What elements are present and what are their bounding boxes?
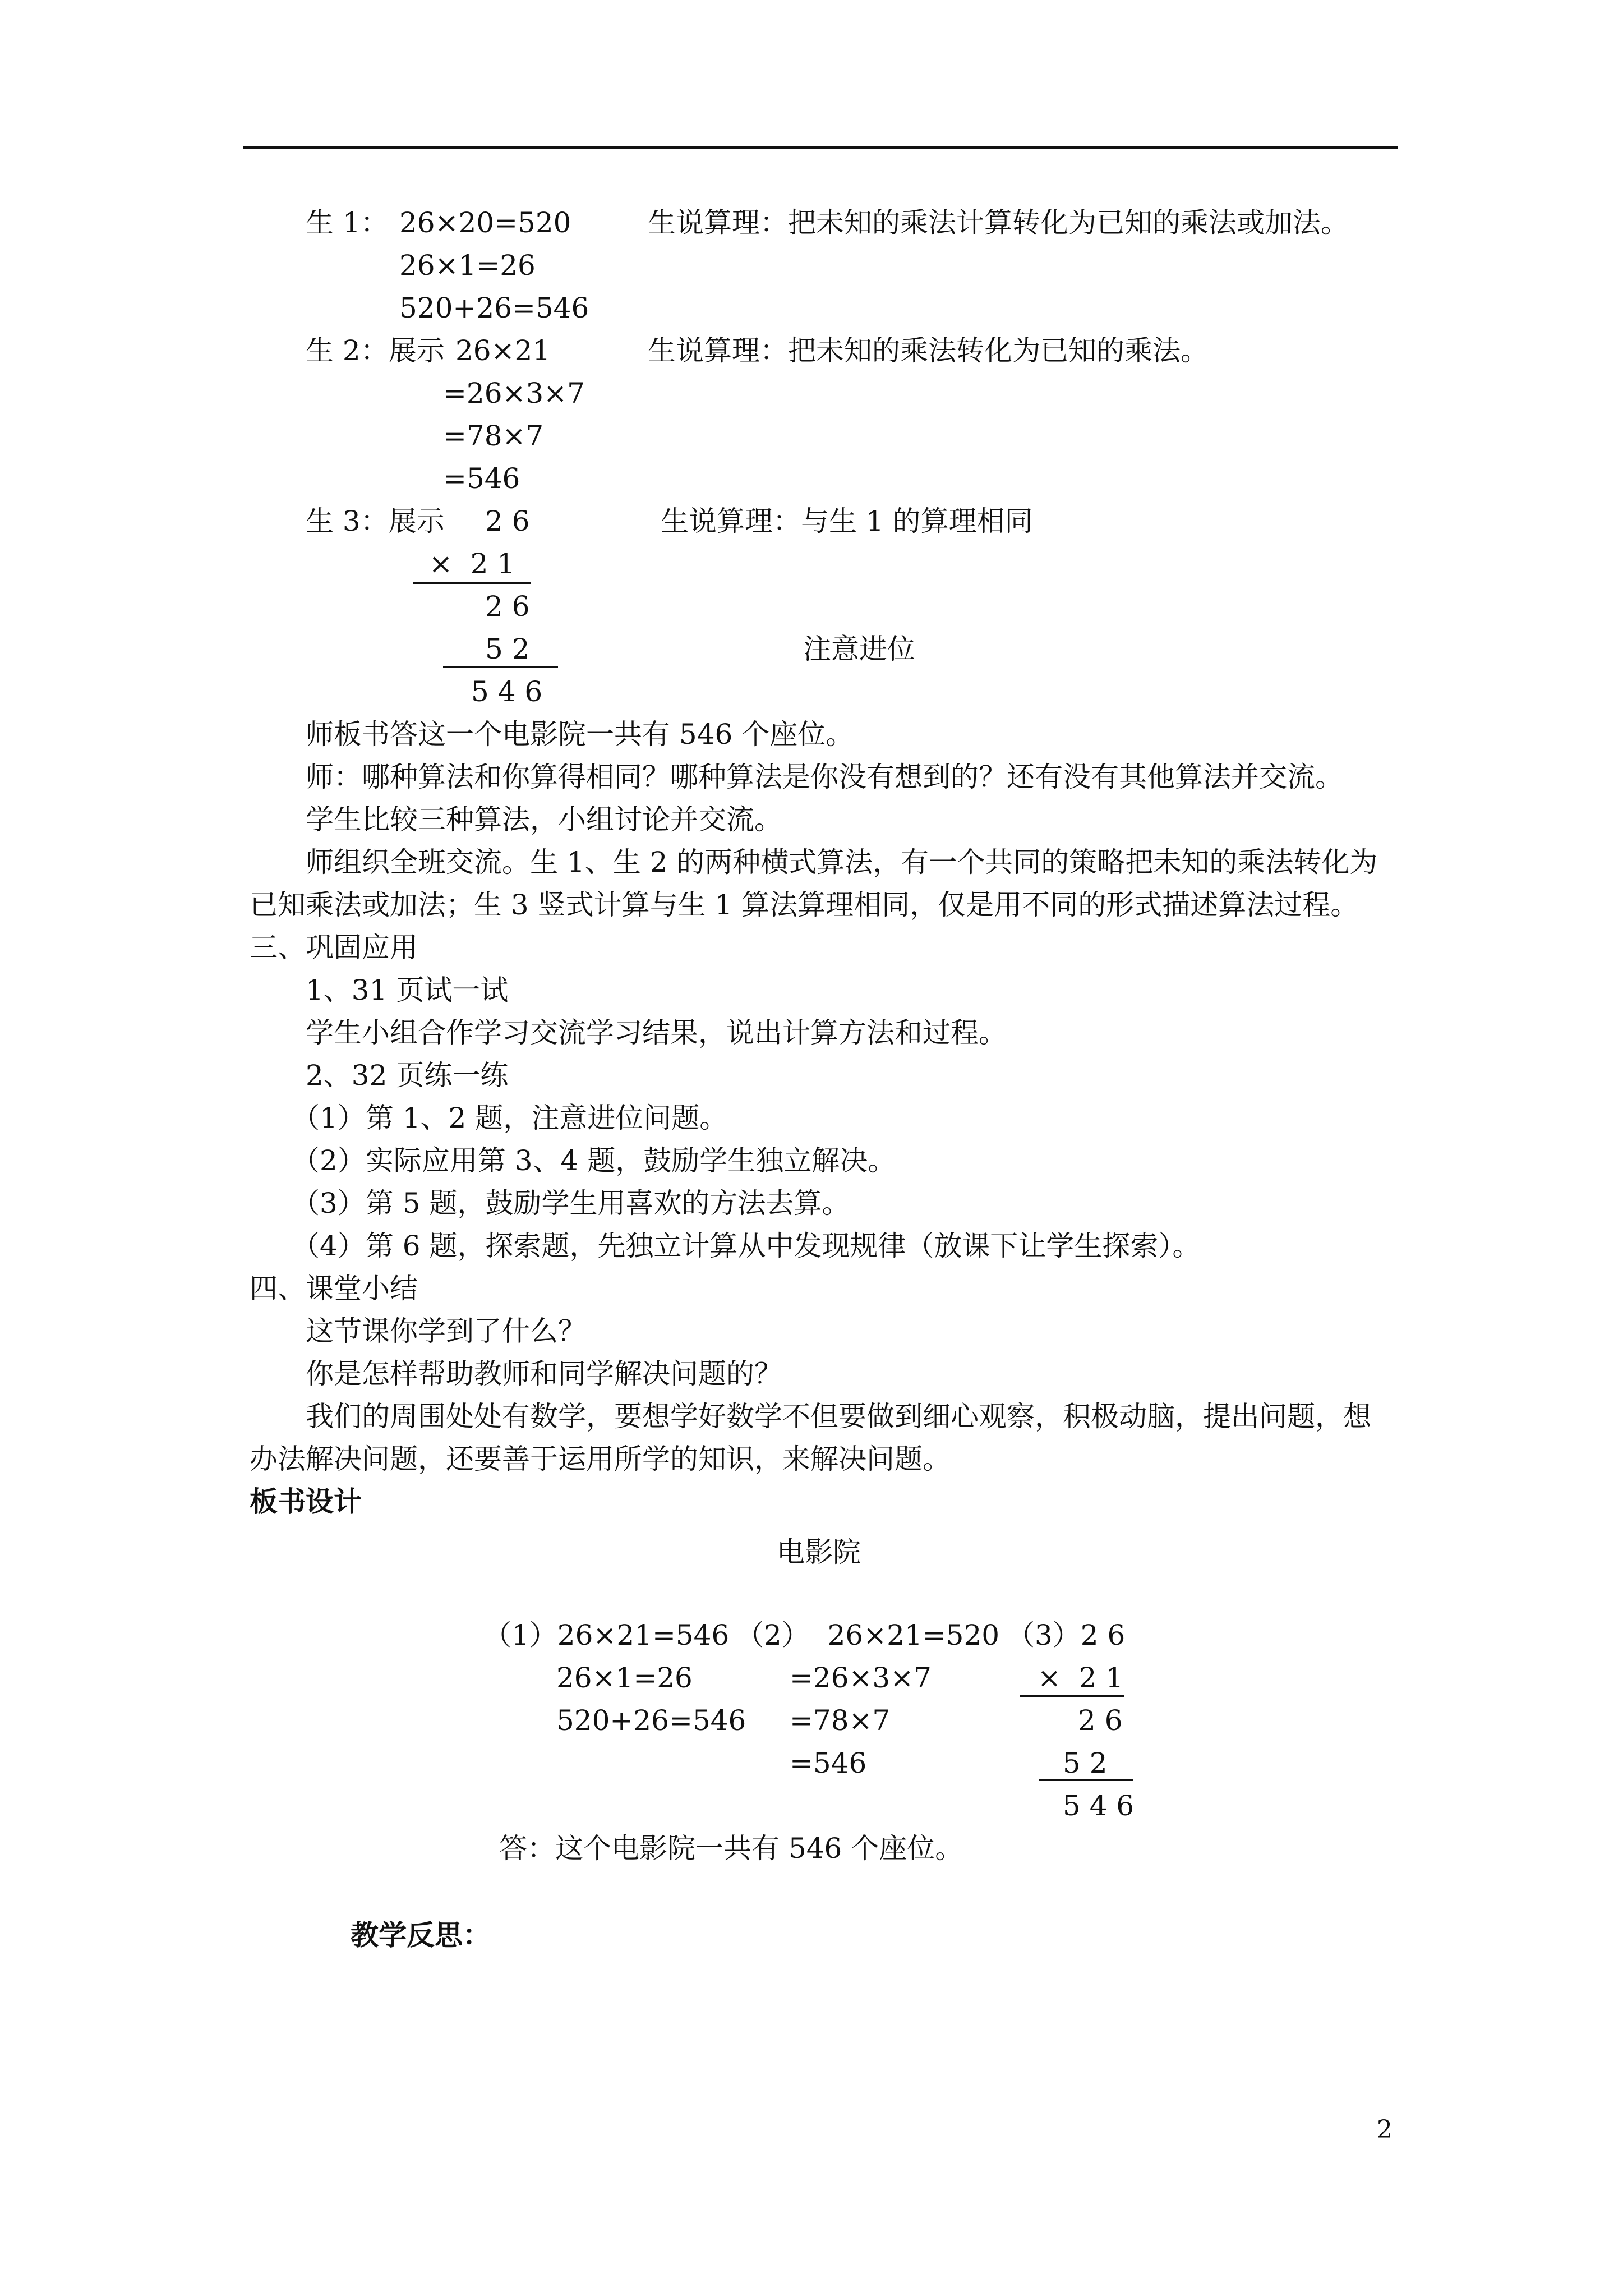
board-col-2-line-1: （2） 26×21=520 xyxy=(736,1619,1000,1651)
student-3-carry-note: 注意进位 xyxy=(803,633,915,665)
student-3-rule-2 xyxy=(443,666,558,668)
section-3-item-4: （1）第 1、2 题，注意进位问题。 xyxy=(292,1102,728,1134)
board-col-3-rule-2 xyxy=(1039,1779,1133,1781)
page-number: 2 xyxy=(1377,2115,1393,2144)
board-title: 电影院 xyxy=(777,1536,861,1568)
section-4-heading: 四、课堂小结 xyxy=(250,1272,418,1305)
board-col-3-partial-1: 2 6 xyxy=(1078,1704,1123,1737)
student-3-top: 2 6 xyxy=(485,505,530,537)
student-3-multiplier: × 2 1 xyxy=(429,547,515,580)
board-answer: 答：这个电影院一共有 546 个座位。 xyxy=(499,1832,963,1865)
section-3-item-7: （4）第 6 题，探索题，先独立计算从中发现规律（放课下让学生探索）。 xyxy=(292,1230,1201,1262)
student-2-line-1: =26×3×7 xyxy=(443,377,585,409)
board-col-1-line-1: （1）26×21=546 xyxy=(483,1619,730,1651)
student-3-note: 生说算理：与生 1 的算理相同 xyxy=(661,505,1033,537)
paragraph-3: 学生比较三种算法，小组讨论并交流。 xyxy=(306,803,782,836)
student-3-label: 生 3：展示 xyxy=(306,505,445,537)
board-col-3-top: （3）2 6 xyxy=(1007,1619,1126,1651)
board-col-3-rule-1 xyxy=(1020,1695,1124,1697)
board-col-2-line-3: =78×7 xyxy=(790,1704,891,1737)
student-3-rule-1 xyxy=(413,582,531,584)
reflection-heading: 教学反思： xyxy=(351,1918,491,1952)
student-3-partial-1: 2 6 xyxy=(485,590,530,623)
board-col-2-line-4: =546 xyxy=(790,1747,867,1779)
section-3-item-3: 2、32 页练一练 xyxy=(306,1059,509,1092)
student-3-partial-2: 5 2 xyxy=(485,633,530,665)
section-4-item-3: 我们的周围处处有数学，要想学好数学不但要做到细心观察，积极动脑，提出问题，想 xyxy=(306,1400,1371,1433)
section-4-item-4: 办法解决问题，还要善于运用所学的知识，来解决问题。 xyxy=(250,1443,951,1475)
student-3-result: 5 4 6 xyxy=(471,675,543,708)
section-4-item-1: 这节课你学到了什么？ xyxy=(306,1315,586,1347)
student-2-label: 生 2：展示 xyxy=(306,334,445,367)
section-4-item-2: 你是怎样帮助教师和同学解决问题的？ xyxy=(306,1358,782,1390)
paragraph-1: 师板书答这一个电影院一共有 546 个座位。 xyxy=(306,718,854,751)
board-col-3-multiplier: × 2 1 xyxy=(1038,1662,1124,1694)
board-col-3-result: 5 4 6 xyxy=(1063,1789,1135,1822)
board-col-2-line-2: =26×3×7 xyxy=(790,1662,932,1694)
board-col-1-line-3: 520+26=546 xyxy=(556,1704,746,1737)
board-col-1-line-2: 26×1=26 xyxy=(556,1662,693,1694)
board-col-3-partial-2: 5 2 xyxy=(1063,1747,1108,1779)
board-heading: 板书设计 xyxy=(250,1485,362,1518)
section-3-item-1: 1、31 页试一试 xyxy=(306,974,509,1006)
student-1-line-1: 26×20=520 xyxy=(399,206,571,239)
student-2-line-3: =546 xyxy=(443,462,520,495)
student-2-line-2: =78×7 xyxy=(443,420,544,452)
section-3-item-6: （3）第 5 题，鼓励学生用喜欢的方法去算。 xyxy=(292,1187,850,1220)
paragraph-5: 已知乘法或加法；生 3 竖式计算与生 1 算法算理相同，仅是用不同的形式描述算法过程。 xyxy=(250,889,1359,921)
section-3-item-2: 学生小组合作学习交流学习结果，说出计算方法和过程。 xyxy=(306,1016,1007,1049)
section-3-heading: 三、巩固应用 xyxy=(250,931,418,964)
section-3-item-5: （2）实际应用第 3、4 题，鼓励学生独立解决。 xyxy=(292,1144,896,1177)
student-1-note: 生说算理：把未知的乘法计算转化为已知的乘法或加法。 xyxy=(648,206,1349,239)
student-1-label: 生 1： xyxy=(306,206,389,239)
student-1-line-2: 26×1=26 xyxy=(399,249,536,282)
student-1-line-3: 520+26=546 xyxy=(399,292,589,324)
student-2-note: 生说算理：把未知的乘法转化为已知的乘法。 xyxy=(648,334,1209,367)
header-rule xyxy=(243,146,1398,149)
paragraph-2: 师：哪种算法和你算得相同？哪种算法是你没有想到的？还有没有其他算法并交流。 xyxy=(306,761,1343,793)
student-2-first: 26×21 xyxy=(455,334,551,367)
paragraph-4: 师组织全班交流。生 1、生 2 的两种横式算法，有一个共同的策略把未知的乘法转化为 xyxy=(306,846,1378,878)
